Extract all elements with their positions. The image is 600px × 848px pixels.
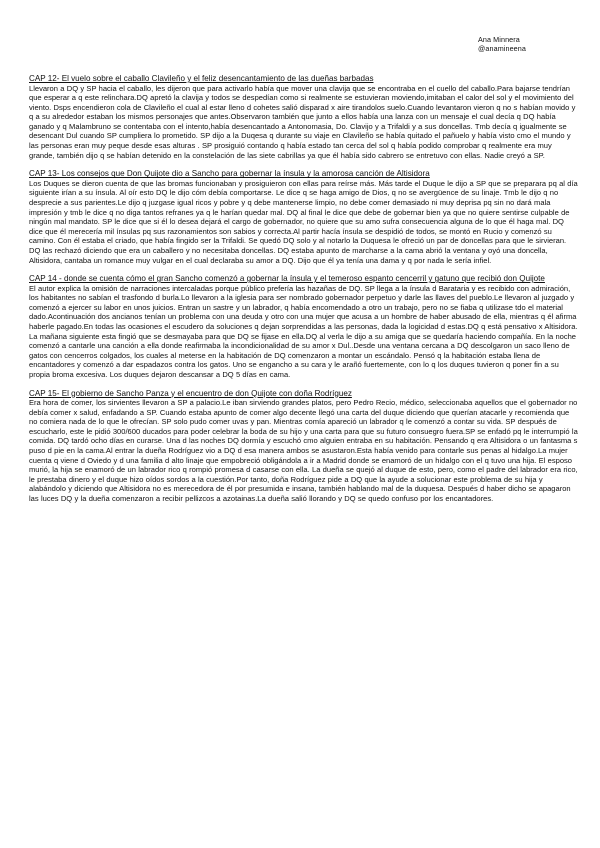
chapter-13-body: Los Duques se dieron cuenta de que las bromas funcionaban y prosiguieron con ellas para reírse más. Más tarde el Duque le dijo a SP que se preparara pq al día siguiente irían a su ínsula. Al oír esto DQ le dijo cóm debía comportarse. Le dice q se haga amigo de Dios, q no se avergüence de su linaje. Tmb le dijo q no desprecie a sus parientes.Le dijo q juzgase igual ricos y pobre y q debe mantenerse limpio, no debe comer demasiado ni muy deprisa pq sin no dará mala impresión y tmb le dice q no diga tantos refranes ya q le harían quedar mal. DQ al final le dice que debe de gobernar bien ya que no quiere sentirse culpable de ningún mal mandato. SP le dice que si él lo desea dejará el cargo de gobernador, no quiere que su amo sufra consecuencia alguna de lo que él haga mal. DQ dice que él merecería mil ínsulas pq sus razonamientos son sabios y correcta.Al partir hacía ínsula se despidió de todos, se montó en Rucio y comenzó su camino. Con él estaba el criado, que había fingido ser la Trifaldi. Se quedó DQ solo y al notarlo la Duquesa le ofreció un par de doncellas para que le sirvieran. DQ las rechazó diciendo que era un caballero y no necesitaba doncellas. DQ estaba apunto de marcharse a la cama abrió la ventana y oyó una doncella, Altisidora, cantaba un romance muy vulgar en el cual declaraba su amor a DQ. Dijo que él ya tenía una dama y q por nada le sería infiel. <box>29 178 578 265</box>
chapter-12-body: Llevaron a DQ y SP hacia el caballo, les dijeron que para activarlo había que mover una clavija que se encontraba en el cuello del caballo.Para bajarse tendrían que esperar a q este relinchara.DQ apretó la clavija y todos se despedían como si realmente se estuvieran moviendo,imitaban el calor del sol y el movimiento del viento. Dsps encendieron cola de Clavileño el cual al estar lleno d cohetes salió disparad x aire tirandolos suelo.Cuando levantaron vieron q no s habían movido y q a su alrededor estaban los mismos personajes que antes.Observaron también que junto a ellos había una lanza con un mensaje el cual decía q DQ había ganado y q Malambruno se contentaba con el intento,había desencantado a Antonomasia, Do. Clavijo y a Trifaldi y a sus doncellas. Tmb decía q igualmente se desencant Dul cuando SP cumpliera lo prometido. SP dijo a la Duqesa q durante su viaje en Clavileño se había quitado el pañuelo y había visto cmo el mundo y las personas eran muy peque desde esas alturas . SP prosiguió contando q había estado tan cerca del sol q había podido comprobar q realmente era muy grande, también dijo q se habían detenido en la constelación de las siete cabrillas ya que él había sido cabrero se entretuvo con ellas. Nadie creyó a SP. <box>29 83 576 160</box>
chapter-14-title: CAP 14 - donde se cuenta cómo el gran Sancho comenzó a gobernar la ínsula y el temeroso espanto cencerril y gatuno que recibió don Quijote <box>29 274 545 284</box>
chapter-15-title: CAP 15- El gobierno de Sancho Panza y el encuentro de don Quijote con doña Rodríguez <box>29 388 352 398</box>
chapter-12-section <box>29 74 579 160</box>
author-name: Ana Minnera <box>478 35 520 44</box>
chapter-13-section <box>29 169 579 265</box>
chapter-15-body: Era hora de comer, los sirvientes llevaron a SP a palacio.Le iban sirviendo grandes platos, pero Pedro Recio, médico, seleccionaba aquellos que el gobernador no debía comer x salud, enfadando a SP. Cuando estaba apunto de comer algo decente llegó una carta del duque diciendo que querían atacarle y recomienda que no comiera nada de lo que le ofrecían. SP solo pudo comer uvas y pan. Mientras comía apareció un labrador q le comenzó a contar su vida. SP después de escucharlo, este le pidió 300/600 ducados para poder celebrar la boda de su hijo y una carta para que su futuro consuegro fuera.SP se enfadó pq le interrumpió la comida. DQ tardó ocho días en curarse. Una d las noches DQ dormía y escuchó cmo alguien entraba en su habitación. Pensando q era Altisidora o un fantasma s puso d pie en la cama.Al entrar la dueña Rodríguez vio a DQ d esa manera ambos se asustaron.Esta había venido para contarle sus penas al hidalgo.La mujer cuenta q viene d Oviedo y d una familia d alto linaje que empobreció obligándola a ir a Madrid donde se enamoró de un hidalgo con el q tuvo una hija. El esposo murió, la hija se enamoró de un labrador rico q rompió promesa d casarse con ella. La dueña se quejó al duque de esto, pero, como el padre del labrador era rico, le prestaba dinero y el duque hizo oídos sordos a la cuestión.Por tanto, doña Rodríguez pide a DQ que la ayude a solucionar este problema de su hija y alabándolo y diciendo que Altisidora no es merecedora de él por presumida e insana, también hablando mal de la duquesa. Después d haber dicho se apagaron las luces DQ y la dueña comenzaron a recibir pellizcos a azotainas.La dueña salió llorando y DQ se quedo confuso por los encantadores. <box>29 398 578 503</box>
chapter-13-title: CAP 13- Los consejos que Don Quijote dio a Sancho para gobernar la ínsula y la amorosa canción de Altisidora <box>29 169 430 179</box>
document-content <box>29 74 579 504</box>
chapter-12-title: CAP 12- El vuelo sobre el caballo Clavileño y el feliz desencantamiento de las dueñas barbadas <box>29 74 374 83</box>
author-block <box>478 35 526 53</box>
chapter-14-section <box>29 274 579 379</box>
author-handle: @anamineena <box>478 44 526 53</box>
chapter-15-section <box>29 389 579 504</box>
chapter-14-body: El autor explica la omisión de narraciones intercaladas porque público prefería las hazañas de DQ. SP llega a la ínsula d Barataria y es recibido con admiración, los habitantes no sabían el trasfondo d burla.Lo llevaron a la iglesia para ser nombrado gobernador perpetuo y darle las llaves del pueblo.Le llevaron al juzgado y comenzó a ejercer su labor en unos juicios. Entran un sastre y un labrador, q había encomendado a otro un trabajo, pero no se fiaba q utilizase tdo el material dado.Acontinuación dos ancianos tenían un problema con una deuda y otro con una mujer que acusa a un hombre de haber abusado de ella, mientras q él afirma haberle pagado.En todas las ocasiones el escudero da soluciones q dejan sorprendidas a las personas, dada la logicidad d estas.DQ q está pensativo x Altisidora. La mañana siguiente esta fingió que se desmayaba para que DQ se fijase en ella.DQ al verla le dijo a su amiga que se quedaría haciendo compañía. En la noche comenzó a cantarle una canción a ella donde reafirmaba la incondicionalidad de su amor x Dul..Desde una ventana cercana a DQ descolgaron un saco lleno de gatos con cencerros colgados, los cuales al meterse en la habitación de DQ comenzaron a montar un escándalo. Pensó q la habitación estaba llena de encantadores y comenzó a dar espadazos contra los gatos. Uno se engancho a su cara y le arañó fuertemente, con lo q los duques tuvieron q poner fin a su propia broma excesiva. Los duques dejaron descansar a DQ 5 días en cama. <box>29 283 578 379</box>
